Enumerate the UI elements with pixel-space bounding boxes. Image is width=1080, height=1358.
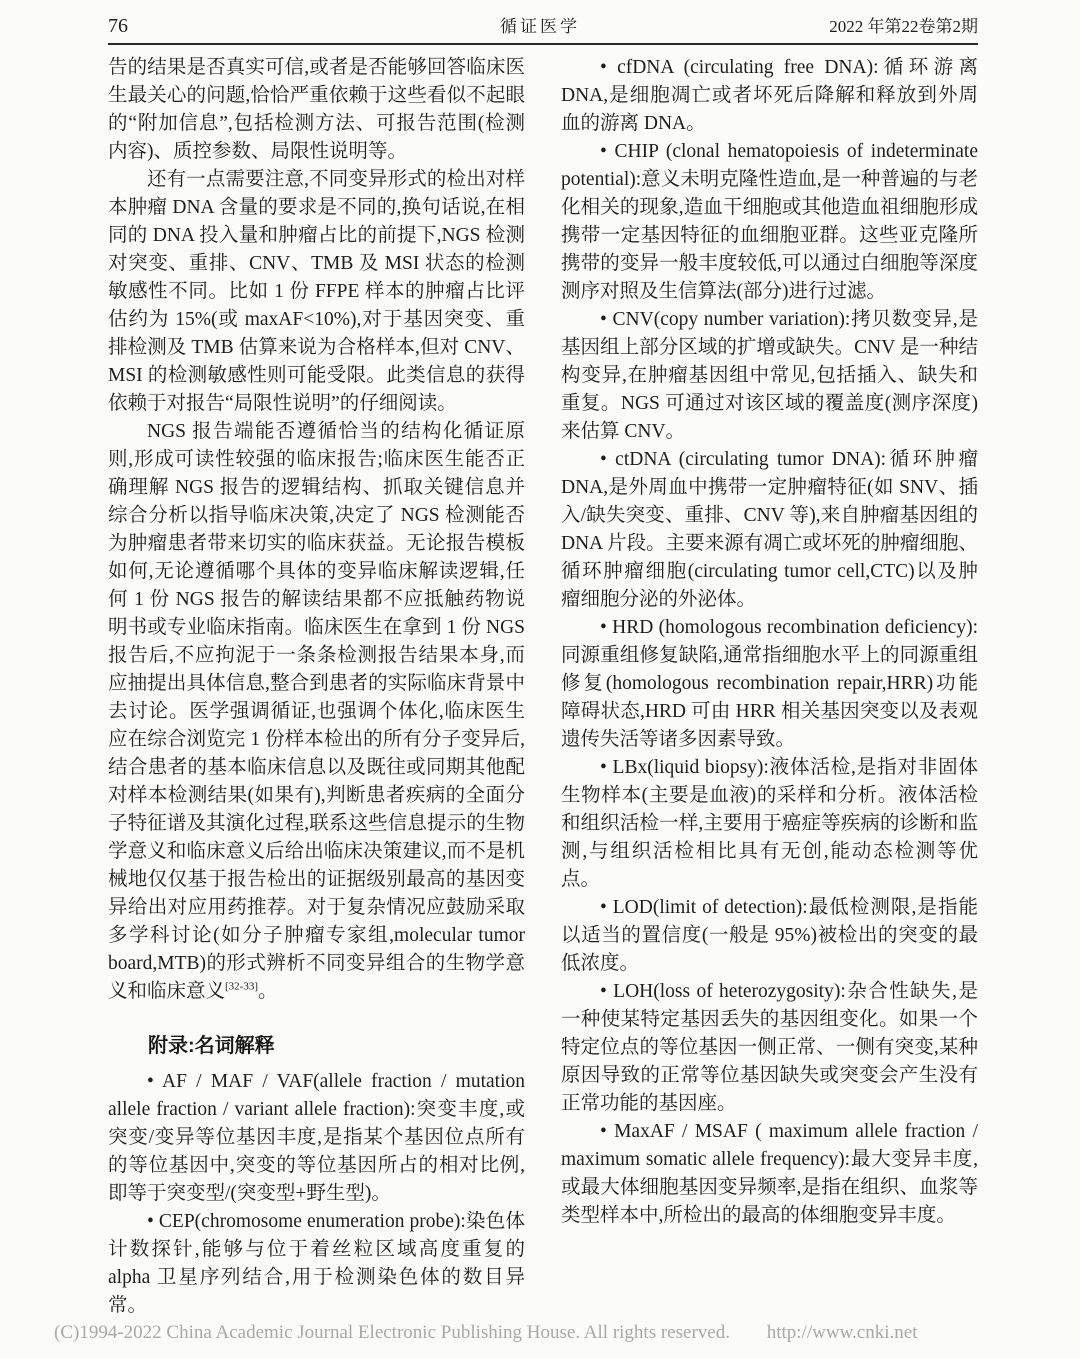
glossary-item-loh: • LOH(loss of heterozygosity):杂合性缺失,是一种使某特定基因丢失的基因组变化。如果一个特定位点的等位基因一侧正常、一侧有突变,某种原因导致的正常等位基因缺失或突变会产生没有正常功能的基因座。: [561, 981, 978, 1114]
glossary-item-maxaf-msaf: • MaxAF / MSAF ( maximum allele fraction / maximum somatic allele frequency):最大变异丰度,或最大体细胞基因变异频率,是指在组织、血浆等类型样本中,所检出的最高的体细胞变异丰度。: [561, 1121, 978, 1226]
appendix-heading: 附录:名词解释: [148, 1035, 275, 1057]
glossary-item-cnv: • CNV(copy number variation):拷贝数变异,是基因组上部分区域的扩增或缺失。CNV 是一种结构变异,在肿瘤基因组中常见,包括插入、缺失和重复。NGS 可通过对该区域的覆盖度(测序深度)来估算 CNV。: [561, 309, 978, 442]
glossary-item-hrd: • HRD (homologous recombination deficiency):同源重组修复缺陷,通常指细胞水平上的同源重组修复(homologous recombination repair,HRR)功能障碍状态,HRD 可由 HRR 相关基因突变以及表观遗传失活等诸多因素导致。: [561, 617, 978, 750]
paragraph: 还有一点需要注意,不同变异形式的检出对样本肿瘤 DNA 含量的要求是不同的,换句话说,在相同的 DNA 投入量和肿瘤占比的前提下,NGS 检测对突变、重排、CNV、TMB 及 MSI 状态的检测敏感性不同。比如 1 份 FFPE 样本的肿瘤占比评估约为 15%(或 maxAF<10%),对于基因突变、重排检测及 TMB 估算来说为合格样本,但对 CNV、MSI 的检测敏感性则可能受限。此类信息的获得依赖于对报告“局限性说明”的仔细阅读。: [108, 169, 525, 414]
glossary-item-lbx: • LBx(liquid biopsy):液体活检,是指对非固体生物样本(主要是血液)的采样和分析。液体活检和组织活检一样,主要用于癌症等疾病的诊断和监测,与组织活检相比具有无创,能动态检测等优点。: [561, 757, 978, 890]
right-column: [561, 54, 978, 1320]
paragraph-continuation: 告的结果是否真实可信,或者是否能够回答临床医生最关心的问题,恰恰严重依赖于这些看似不起眼的“附加信息”,包括检测方法、可报告范围(检测内容)、质控参数、局限性说明等。: [108, 57, 525, 162]
glossary-item-chip: • CHIP (clonal hematopoiesis of indeterminate potential):意义未明克隆性造血,是一种普遍的与老化相关的现象,造血干细胞或其他造血祖细胞形成携带一定基因特征的血细胞亚群。这些亚克隆所携带的变异一般丰度较低,可以通过白细胞等深度测序对照及生信算法(部分)进行过滤。: [561, 141, 978, 302]
left-column: [108, 54, 525, 1320]
glossary-item-cep: • CEP(chromosome enumeration probe):染色体计数探针,能够与位于着丝粒区域高度重复的 alpha 卫星序列结合,用于检测染色体的数目异常。: [108, 1211, 525, 1316]
copyright-text: (C)1994-2022 China Academic Journal Electronic Publishing House. All rights reserved.: [54, 1322, 730, 1343]
paragraph: [108, 418, 525, 1006]
page-footer: [54, 1322, 917, 1344]
paragraph-text: NGS 报告端能否遵循恰当的结构化循证原则,形成可读性较强的临床报告;临床医生能否正确理解 NGS 报告的逻辑结构、抓取关键信息并综合分析以指导临床决策,决定了 NGS 检测能否为肿瘤患者带来切实的临床获益。无论报告模板如何,无论遵循哪个具体的变异临床解读逻辑,任何 1 份 NGS 报告的解读结果都不应抵触药物说明书或专业临床指南。临床医生在拿到 1 份 NGS 报告后,不应拘泥于一条条检测报告结果本身,而应抽提出具体信息,整合到患者的实际临床背景中去讨论。医学强调循证,也强调个体化,临床医生应在综合浏览完 1 份样本检出的所有分子变异后,结合患者的基本临床信息以及既往或同期其他配对样本检测结果(如果有),判断患者疾病的全面分子特征谱及其演化过程,联系这些信息提示的生物学意义和临床意义后给出临床决策建议,而不是机械地仅仅基于报告检出的证据级别最高的基因变异给出对应用药推荐。对于复杂情况应鼓励采取多学科讨论(如分子肿瘤专家组,molecular tumor board,MTB)的形式辨析不同变异组合的生物学意义和临床意义: [108, 421, 525, 1002]
journal-title: 循证医学: [500, 17, 580, 36]
page-header: [0, 0, 1080, 38]
glossary-item-af-maf-vaf: • AF / MAF / VAF(allele fraction / mutation allele fraction / variant allele fraction):突变丰度,或突变/变异等位基因丰度,是指某个基因位点所有的等位基因中,突变的等位基因所占的相对比例,即等于突变型/(突变型+野生型)。: [108, 1071, 525, 1204]
reference-marker: [32-33]: [225, 980, 259, 993]
page-number: 76: [108, 15, 128, 37]
glossary-item-ctdna: • ctDNA (circulating tumor DNA):循环肿瘤 DNA,是外周血中携带一定肿瘤特征(如 SNV、插入/缺失突变、重排、CNV 等),来自肿瘤基因组的 DNA 片段。主要来源有凋亡或坏死的肿瘤细胞、循环肿瘤细胞(circulating tumor cell,CTC)以及肿瘤细胞分泌的外泌体。: [561, 449, 978, 610]
glossary-item-cfdna: • cfDNA (circulating free DNA):循环游离 DNA,是细胞凋亡或者坏死后降解和释放到外周血的游离 DNA。: [561, 57, 978, 134]
page-body: [0, 45, 1080, 1320]
footer-url: http://www.cnki.net: [766, 1322, 918, 1343]
issue-info: 2022 年第22卷第2期: [829, 17, 978, 36]
glossary-item-lod: • LOD(limit of detection):最低检测限,是指能以适当的置信度(一般是 95%)被检出的突变的最低浓度。: [561, 897, 978, 974]
sentence-end: 。: [258, 981, 278, 1002]
